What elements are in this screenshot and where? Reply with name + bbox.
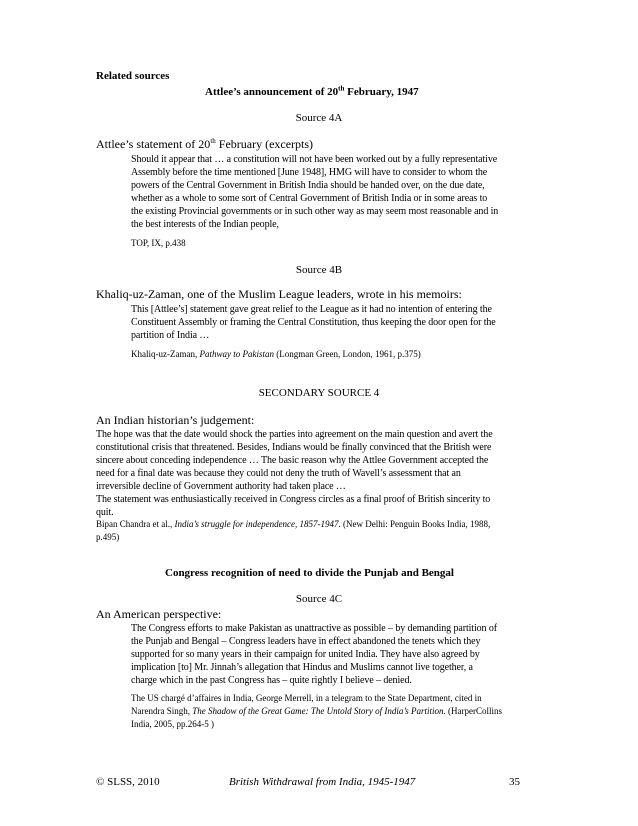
related-sources-heading: Related sources bbox=[96, 70, 170, 82]
quote-line: Assembly before the time mentioned [June 1948], HMG will have to consider to whom the bbox=[131, 167, 488, 178]
quote-line: implication [to] Mr. Jinnah’s allegation that Hindus and Muslims cannot live together, a bbox=[131, 662, 473, 673]
citation-line-2: p.495) bbox=[96, 532, 120, 542]
quote-line: This [Attlee’s] statement gave great relief to the League as it had no intention of entering the bbox=[131, 304, 492, 315]
source-4a-intro bbox=[96, 137, 313, 151]
quote-line: whether as a whole to some sort of Central Government of British India or in some areas to bbox=[131, 193, 488, 204]
title-suffix: February, 1947 bbox=[344, 86, 419, 98]
body-line: The statement was enthusiastically received in Congress circles as a final proof of British sincerity to bbox=[96, 494, 491, 505]
citation-line-1: The US chargé d’affaires in India, George Merrell, in a telegram to the State Department, cited in bbox=[131, 693, 482, 703]
source-4b-citation bbox=[131, 348, 421, 361]
source-4b-label: Source 4B bbox=[295, 264, 343, 276]
quote-line: Constituent Assembly or framing the Central Constitution, thus keeping the door open for the bbox=[131, 317, 496, 328]
quote-line: supported for so many years in their campaign for united India. They have also agreed by bbox=[131, 649, 480, 660]
attlee-announcement-title bbox=[205, 86, 419, 99]
citation-title: The Shadow of the Great Game: The Untold Story of India’s Partition. bbox=[192, 706, 446, 716]
footer-copyright: © SLSS, 2010 bbox=[96, 776, 160, 788]
source-4a-label: Source 4A bbox=[295, 112, 343, 124]
citation-rest: . (New Delhi: Penguin Books India, 1988, bbox=[338, 519, 491, 529]
citation-line-3: India, 2005, pp.264-5 ) bbox=[131, 719, 214, 729]
source-4b-quote bbox=[131, 303, 551, 342]
body-line: The hope was that the date would shock the parties into agreement on the main question and avert the bbox=[96, 429, 493, 440]
intro-sup: th bbox=[210, 137, 216, 145]
quote-line: charge which in the past Congress has – quite rightly I believe – denied. bbox=[131, 675, 412, 686]
secondary-source-4-body bbox=[96, 428, 548, 519]
secondary-source-4-citation bbox=[96, 518, 548, 544]
source-4c-intro: An American perspective: bbox=[96, 607, 222, 621]
citation-line-2 bbox=[131, 705, 551, 718]
source-4c-quote bbox=[131, 622, 551, 687]
footer-page-number: 35 bbox=[509, 776, 520, 788]
quote-line: powers of the Central Government in British India should be handed over, on the due date, bbox=[131, 180, 485, 191]
citation-rest: (Longman Green, London, 1961, p.375) bbox=[273, 349, 421, 359]
title-prefix: Attlee’s announcement of 20 bbox=[205, 86, 339, 98]
source-4a-quote bbox=[131, 153, 551, 231]
citation-title: Pathway to Pakistan bbox=[199, 349, 274, 359]
title-sup: th bbox=[338, 84, 345, 93]
body-line: need for a final date was because they could not deny the truth of Wavell’s assessment that an bbox=[96, 468, 461, 479]
body-line: constitutional crisis that threatened. Besides, Indians would be finally convinced that the British were bbox=[96, 442, 492, 453]
citation-author: Khaliq-uz-Zaman, bbox=[131, 349, 200, 359]
body-line: quit. bbox=[96, 507, 114, 518]
source-4b-intro: Khaliq-uz-Zaman, one of the Muslim League leaders, wrote in his memoirs: bbox=[96, 287, 462, 301]
citation-author: Narendra Singh, bbox=[131, 706, 193, 716]
quote-line: The Congress efforts to make Pakistan as unattractive as possible – by demanding partition of bbox=[131, 623, 497, 634]
source-4a-citation: TOP, IX, p.438 bbox=[131, 238, 186, 248]
source-4c-label: Source 4C bbox=[295, 593, 343, 605]
intro-prefix: Attlee’s statement of 20 bbox=[96, 137, 211, 151]
intro-suffix: February (excerpts) bbox=[215, 137, 314, 151]
secondary-source-4-intro: An Indian historian’s judgement: bbox=[96, 413, 255, 427]
footer-title: British Withdrawal from India, 1945-1947 bbox=[229, 776, 416, 788]
quote-line: the best interests of the Indian people, bbox=[131, 219, 279, 230]
quote-line: the Punjab and Bengal – Congress leaders have in effect abandoned the tenets which they bbox=[131, 636, 481, 647]
source-4c-citation bbox=[131, 692, 551, 731]
quote-line: Should it appear that … a constitution will not have been worked out by a fully representative bbox=[131, 154, 498, 165]
citation-title: India’s struggle for independence, 1857-1947 bbox=[174, 519, 339, 529]
citation-rest: (HarperCollins bbox=[445, 706, 502, 716]
secondary-source-4-label: SECONDARY SOURCE 4 bbox=[258, 387, 380, 399]
quote-line: the existing Provincial governments or in such other way as may seem most reasonable and in bbox=[131, 206, 499, 217]
quote-line: partition of India … bbox=[131, 330, 210, 341]
citation-line bbox=[96, 518, 548, 531]
citation-author: Bipan Chandra et al., bbox=[96, 519, 175, 529]
congress-recognition-heading: Congress recognition of need to divide the Punjab and Bengal bbox=[165, 567, 454, 579]
body-line: irreversible decline of Government authority had taken place … bbox=[96, 481, 346, 492]
body-line: sincere about conceding independence … The basic reason why the Attlee Government accepted the bbox=[96, 455, 489, 466]
